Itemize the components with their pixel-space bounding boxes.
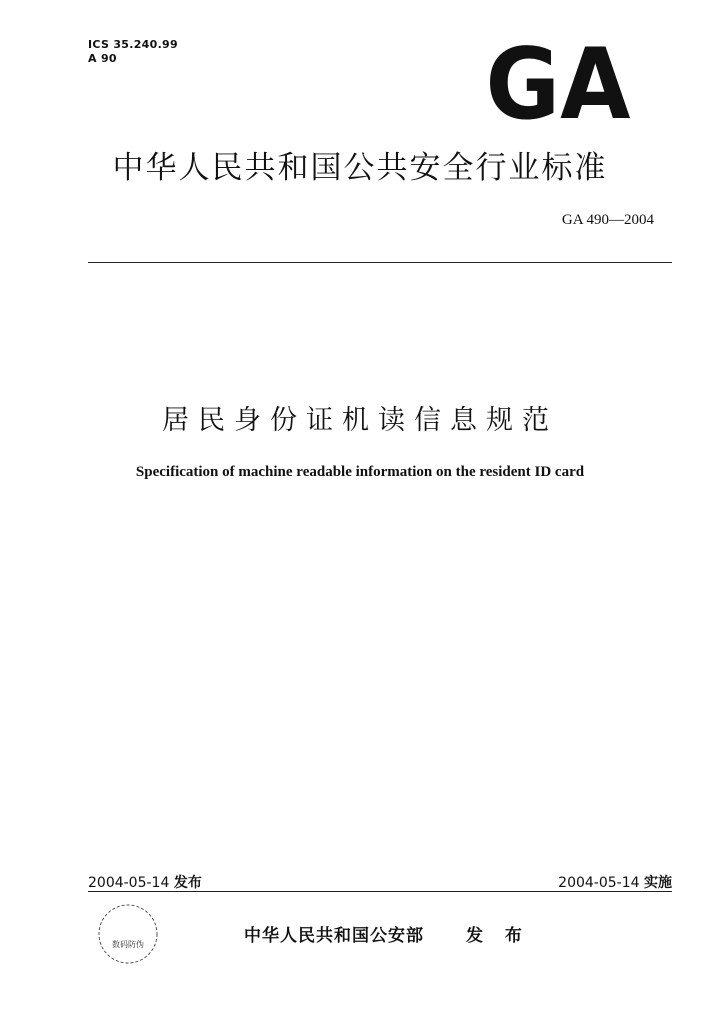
document-title-cn: 居民身份证机读信息规范: [162, 405, 558, 436]
publish-date: [88, 872, 202, 892]
ics-code: ICS 35.240.99: [88, 38, 178, 51]
implement-date: [558, 872, 672, 892]
ga-logo-text: GA: [486, 38, 631, 120]
publisher-name: 中华人民共和国公安部: [244, 926, 424, 946]
standard-code: GA 490—2004: [561, 212, 654, 228]
bottom-divider: [88, 891, 672, 892]
publish-date-value: 2004-05-14: [88, 875, 170, 891]
ccs-code: A 90: [88, 52, 117, 65]
classification-codes: [88, 38, 178, 66]
anti-counterfeit-stamp: [96, 902, 160, 966]
standard-category-title: 中华人民共和国公共安全行业标准: [112, 150, 608, 186]
document-title-en: Specification of machine readable information on the resident ID card: [135, 464, 585, 480]
issued-label: 发 布: [466, 926, 530, 946]
implement-date-suffix: 实施: [644, 875, 672, 891]
ga-logo: [486, 38, 631, 120]
publish-date-suffix: 发布: [173, 875, 202, 891]
stamp-text: 数码防伪: [112, 940, 144, 949]
implement-date-value: 2004-05-14: [558, 875, 640, 891]
top-divider: [88, 262, 672, 263]
